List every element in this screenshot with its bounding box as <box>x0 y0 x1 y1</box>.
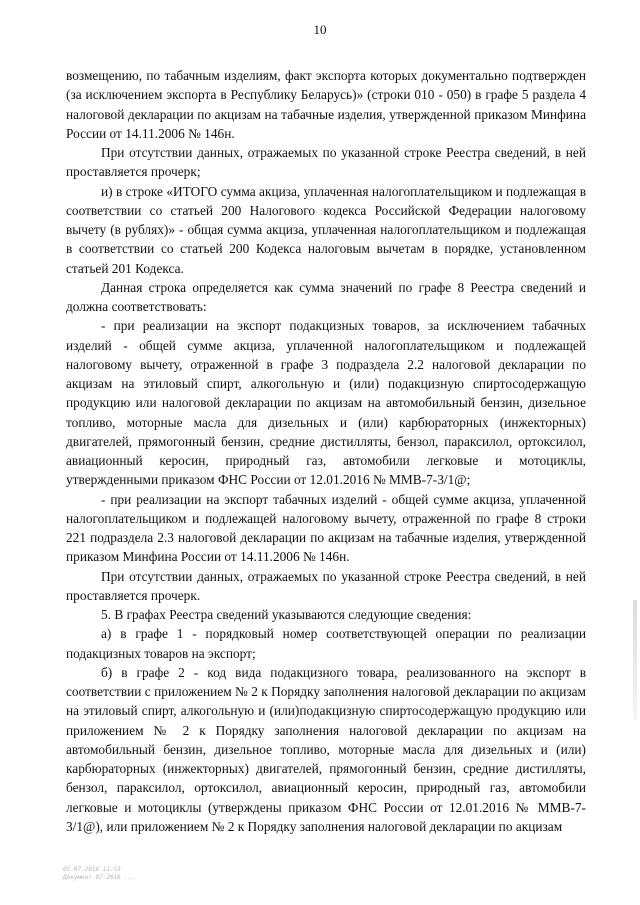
page-number: 10 <box>313 22 327 37</box>
paragraph: б) в графе 2 - код вида подакцизного товара, реализованного на экспорт в соответствии с приложением № 2 к Порядку заполнения налоговой декларации по акцизам на этиловый спирт, алкогольную и (или)подакцизную спиртосодержащую продукцию или приложением № 2 к Порядку заполнения налоговой декларации по акцизам на автомобильный бензин, дизельное топливо, моторные масла для дизельных и (или) карбюраторных (инжекторных) двигателей, прямогонный бензин, средние дистилляты, бензол, параксилол, ортоксилол, авиационный керосин, природный газ, автомобили легковые и мотоциклы (утверждены приказом ФНС России от 12.01.2016 № ММВ-7-3/1@), или приложением № 2 к Порядку заполнения налоговой декларации по акцизам <box>66 664 586 834</box>
scan-margin-mark <box>633 600 637 720</box>
paragraph: Данная строка определяется как сумма значений по графе 8 Реестра сведений и должна соответствовать: <box>66 279 586 314</box>
registration-stamp <box>63 866 135 882</box>
paragraph: и) в строке «ИТОГО сумма акциза, уплаченная налогоплательщиком и подлежащая в соответствии со статьей 200 Налогового кодекса Российской Федерации налоговому вычету (в рублях)» - общая сумма акциза, уплаченная налогоплательщиком и подлежащая в соответствии со статьей 200 Кодекса налоговым вычетам в порядке, установленном статьей 201 Кодекса. <box>66 183 586 276</box>
paragraph: возмещению, по табачным изделиям, факт экспорта которых документально подтвержден (за исключением экспорта в Республику Беларусь)» (строки 010 - 050) в графе 5 раздела 4 налоговой декларации по акцизам на табачные изделия, утвержденной приказом Минфина России от 14.11.2006 № 146н. <box>66 68 586 141</box>
stamp-line: 05.07.2016 11:53 <box>63 866 121 873</box>
paragraph: - при реализации на экспорт подакцизных товаров, за исключением табачных изделий - общей сумме акциза, уплаченной налогоплательщиком и подлежащей налоговому вычету, отраженной в графе 3 подраздела 2.2 налоговой декларации по акцизам на этиловый спирт, алкогольную и (или) подакцизную спиртосодержащую продукцию или налоговой декларации по акцизам на автомобильный бензин, дизельное топливо, моторные масла для дизельных и (или) карбюраторных (инжекторных) двигателей, прямогонный бензин, средние дистилляты, бензол, параксилол, ортоксилол, авиационный керосин, природный газ, автомобили легковые и мотоциклы, утвержденными приказом ФНС России от 12.01.2016 № ММВ-7-3/1@; <box>66 318 586 488</box>
stamp-line: Документ 07-2016 ... <box>63 874 136 881</box>
paragraph: При отсутствии данных, отражаемых по указанной строке Реестра сведений, в ней проставляется прочерк; <box>66 145 586 180</box>
paragraph: а) в графе 1 - порядковый номер соответствующей операции по реализации подакцизных товаров на экспорт; <box>66 626 586 661</box>
body-text <box>66 66 586 836</box>
paragraph: 5. В графах Реестра сведений указываются следующие сведения: <box>101 607 472 622</box>
paragraph: При отсутствии данных, отражаемых по указанной строке Реестра сведений, в ней проставляется прочерк. <box>66 568 586 603</box>
paragraph: - при реализации на экспорт табачных изделий - общей сумме акциза, уплаченной налогоплательщиком и подлежащей налоговому вычету, отраженной по графе 8 строки 221 подраздела 2.3 налоговой декларации по акцизам на табачные изделия, утвержденной приказом Минфина России от 14.11.2006 № 146н. <box>66 491 586 565</box>
